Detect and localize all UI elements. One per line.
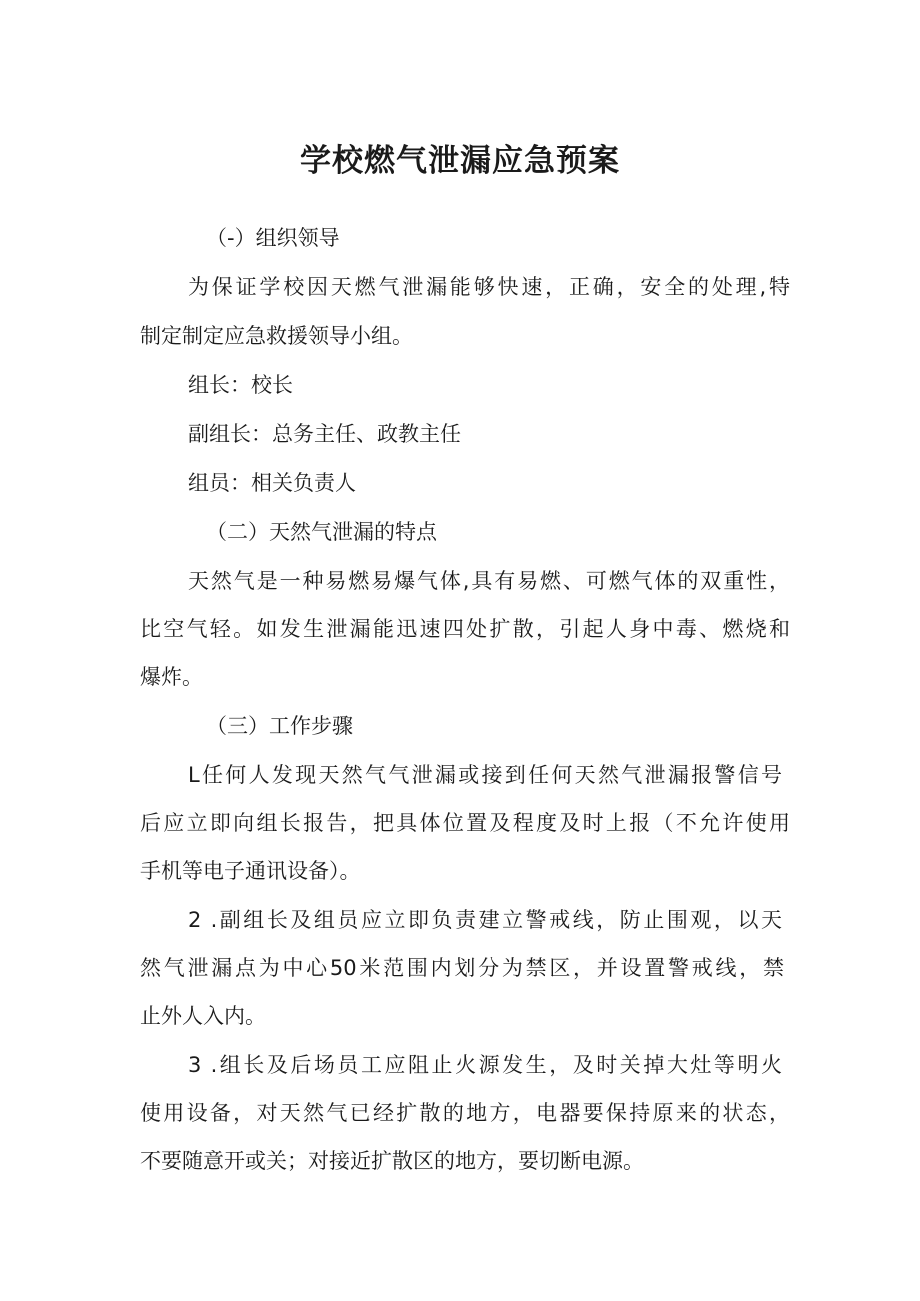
paragraph-line: 止外人入内。	[140, 1004, 266, 1028]
paragraph-line: 然气泄漏点为中心50米范围内划分为禁区，并设置警戒线，禁	[140, 956, 784, 980]
section-heading-2: （二）天然气泄漏的特点	[206, 520, 437, 544]
section-heading-3: （三）工作步骤	[206, 714, 353, 738]
paragraph-line: 制定制定应急救援领导小组。	[140, 324, 413, 348]
paragraph-line: 后应立即向组长报告，把具体位置及程度及时上报（不允许使用	[140, 811, 790, 835]
paragraph-line: 比空气轻。如发生泄漏能迅速四处扩散，引起人身中毒、燃烧和	[140, 617, 790, 641]
document-title: 学校燃气泄漏应急预案	[300, 143, 620, 179]
paragraph-line: 天然气是一种易燃易爆气体,具有易燃、可燃气体的双重性，	[188, 569, 790, 593]
paragraph-line: 不要随意开或关；对接近扩散区的地方，要切断电源。	[140, 1149, 644, 1173]
paragraph-line: L任何人发现天然气气泄漏或接到任何天然气泄漏报警信号	[188, 763, 782, 787]
paragraph-line: 副组长：总务主任、政教主任	[188, 422, 461, 446]
section-heading-1: （-）组织领导	[206, 226, 340, 250]
paragraph-line: 为保证学校因天燃气泄漏能够快速，正确，安全的处理,特	[188, 275, 790, 299]
paragraph-line: 组员：相关负责人	[188, 471, 356, 495]
paragraph-line: 2 .副组长及组员应立即负责建立警戒线，防止围观，以天	[188, 908, 782, 932]
paragraph-line: 3 .组长及后场员工应阻止火源发生，及时关掉大灶等明火	[188, 1053, 782, 1077]
paragraph-line: 使用设备，对天然气已经扩散的地方，电器要保持原来的状态，	[140, 1101, 790, 1125]
paragraph-line: 组长：校长	[188, 373, 293, 397]
paragraph-line: 爆炸。	[140, 665, 203, 689]
paragraph-line: 手机等电子通讯设备）。	[140, 859, 361, 883]
